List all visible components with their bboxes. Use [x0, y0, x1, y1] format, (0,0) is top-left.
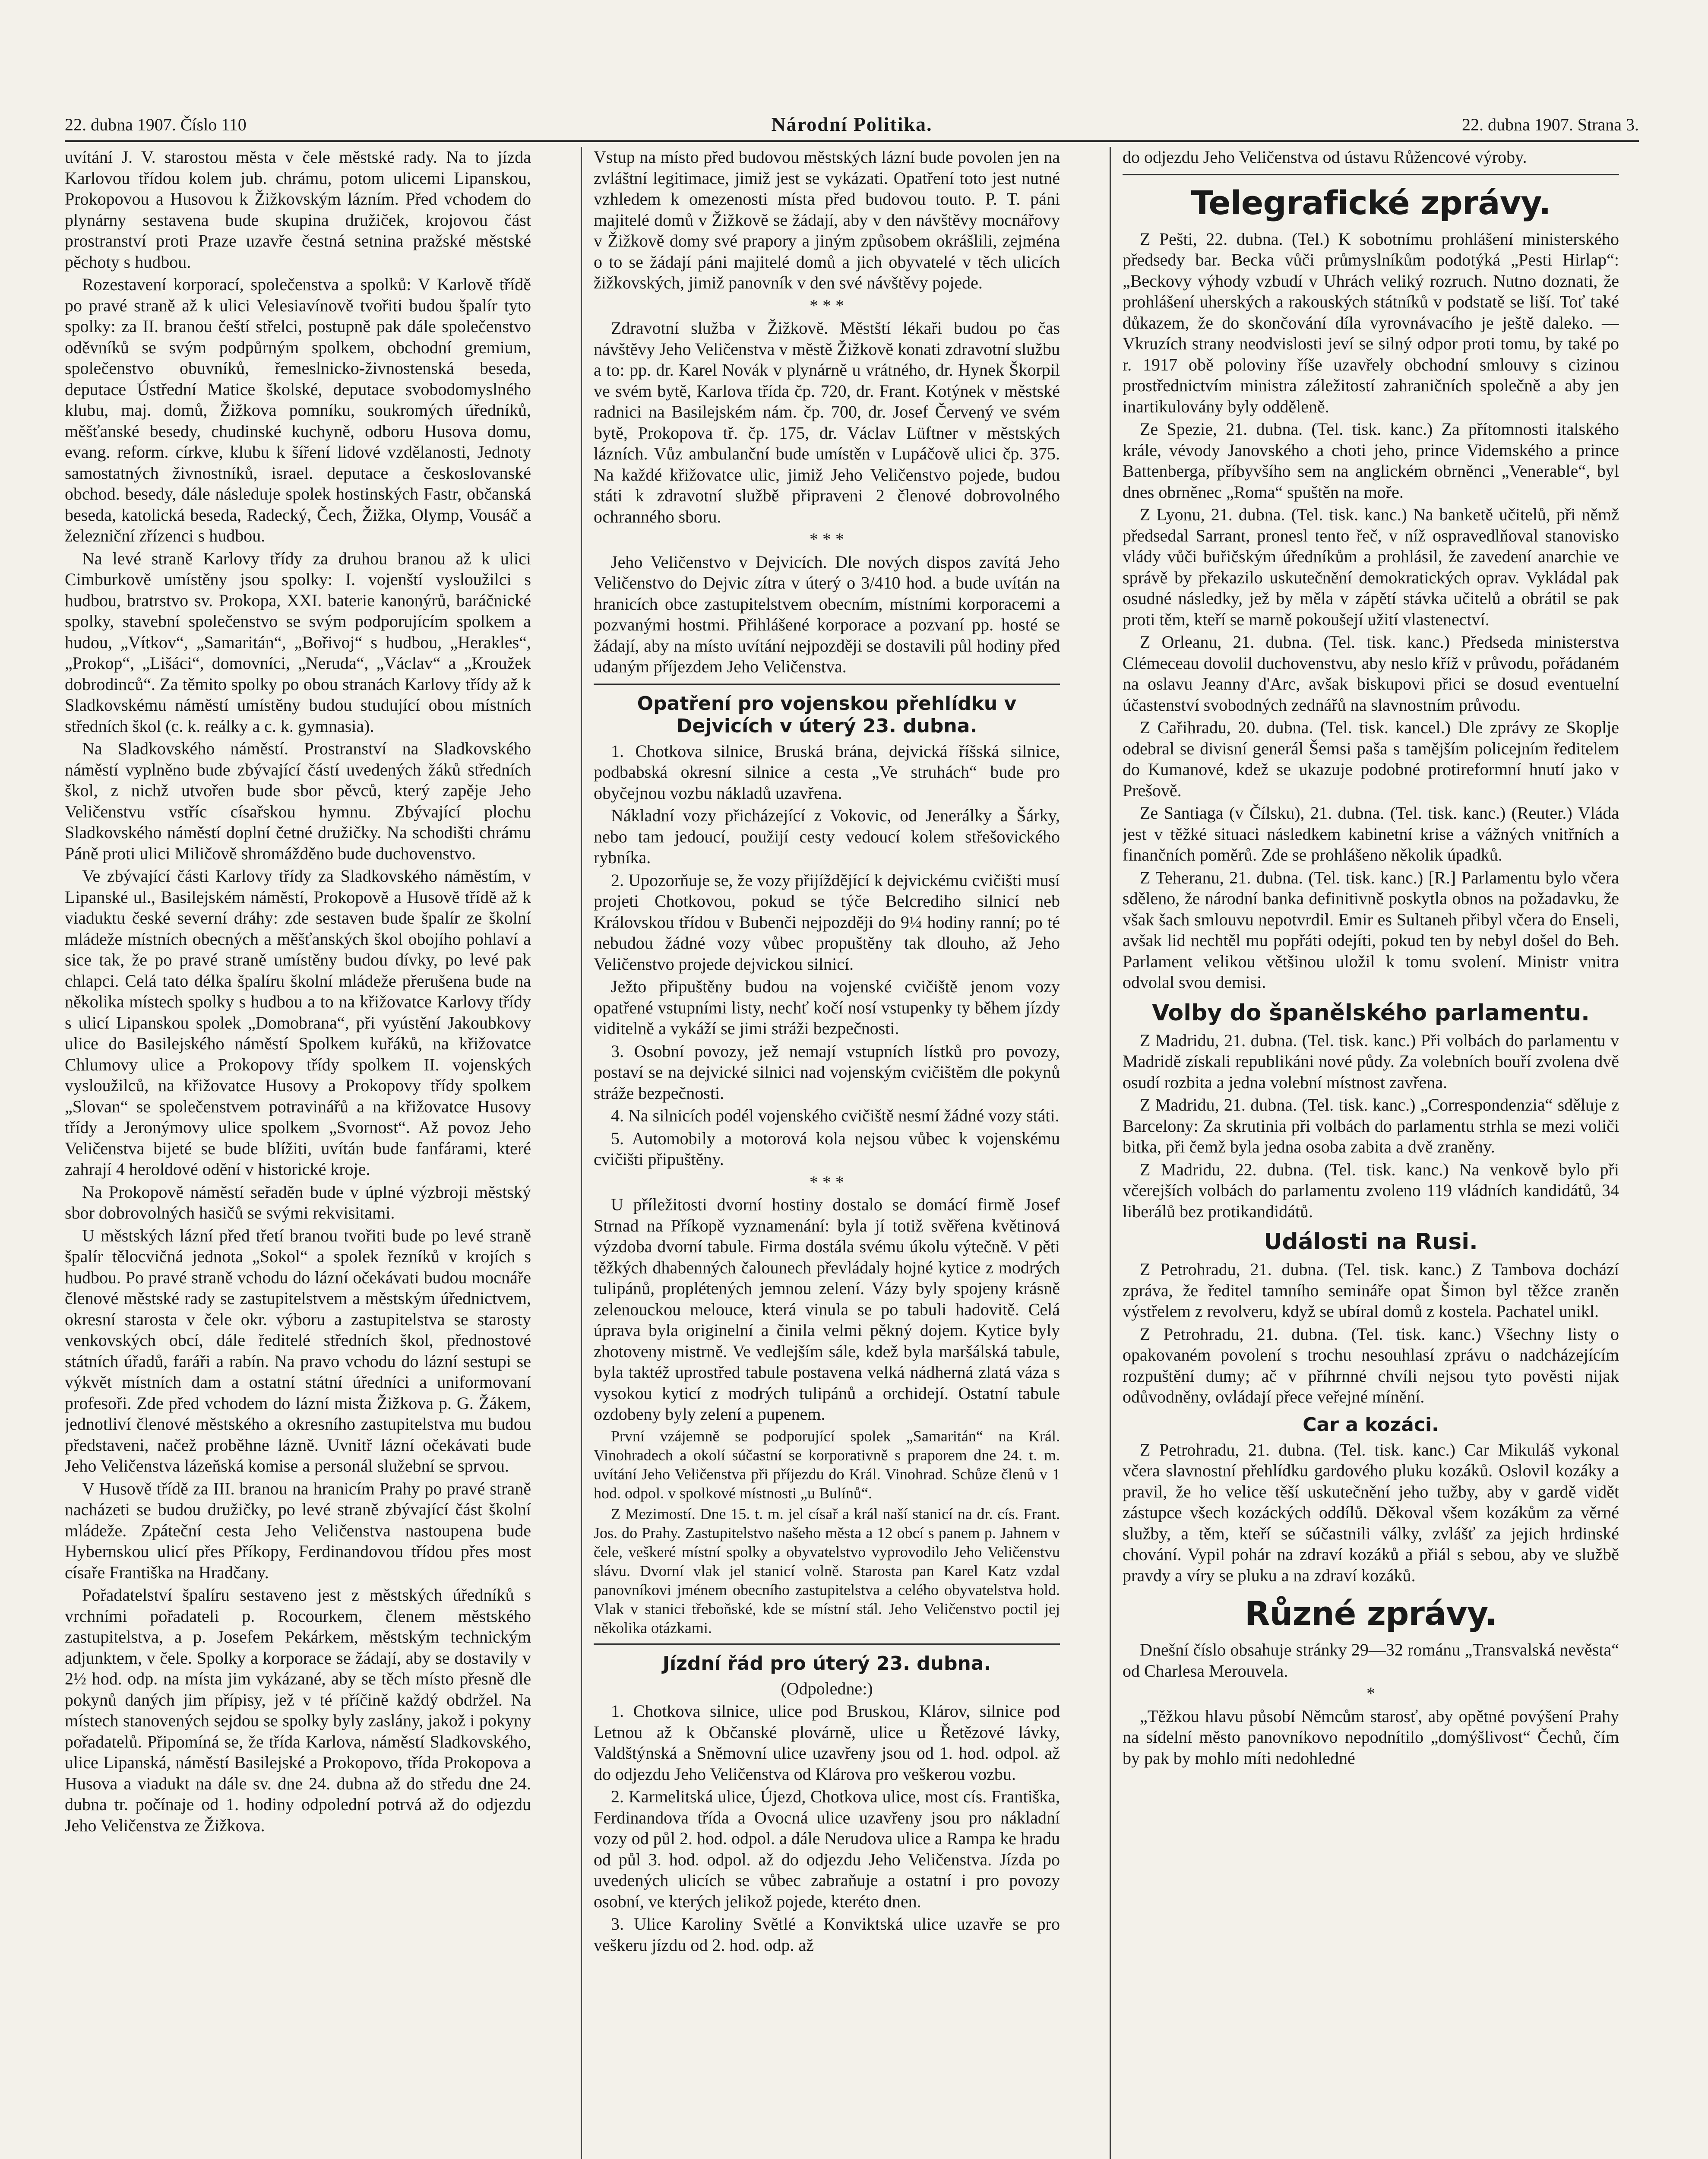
paragraph: Z Petrohradu, 21. dubna. (Tel. tisk. kanc.) Z Tambova dochází zpráva, že ředitel tamního semináře opat Šimon byl těžce zraněn výstřelem z revolveru, když se ubíral domů z kostela. Pachatel unikl.	[1123, 1260, 1619, 1321]
section-heading-volby: Volby do španělského parlamentu.	[1152, 1000, 1590, 1026]
paragraph: uvítání J. V. starostou města v čele městské rady. Na to jízda Karlovou třídou kolem jub. chrámu, potom ulicemi Lipanskou, Prokopovou a Husovou k Žižkovským lázním. Před vchodem do plynárny sestavena bude skupina družiček, krojovou část prostranství proti Praze uzavře čestná setnina pražské městské pěchoty s hudbou.	[65, 147, 531, 272]
paragraph: Z Madridu, 22. dubna. (Tel. tisk. kanc.) Na venkově bylo při včerejších volbách do parlamentu zvoleno 119 vládních kandidátů, 34 liberálů bez protikandidátů.	[1123, 1159, 1619, 1221]
paragraph: 4. Na silnicích podél vojenského cvičiště nesmí žádné vozy státi.	[611, 1106, 1060, 1125]
section-heading-telegraf: Telegrafické zprávy.	[1191, 183, 1551, 222]
paragraph: Ježto připuštěny budou na vojenské cvičiště jenom vozy opatřené vstupními listy, nechť kočí nosí vstupenky ty během jízdy viditelně a vykáží se jimi stráži bezpečnosti.	[594, 977, 1060, 1038]
paragraph: 2. Karmelitská ulice, Újezd, Chotkova ulice, most cís. Františka, Ferdinandova třída a Ovocná ulice uzavřeny jsou pro nákladní vozy od půl 2. hod. odpol. a dále Nerudova ulice a Rampa ke hradu od půl 3. hod. odpol. až do odjezdu Jeho Veličenstva. Jízda po uvedených ulicích se vůbec zabraňuje a ostatní i pro povozy osobní, ve kterých jelikož pojede, kteréto dnen.	[594, 1787, 1060, 1911]
column-divider	[1110, 147, 1111, 2159]
paragraph: Dnešní číslo obsahuje stránky 29—32 románu „Transvalská nevěsta“ od Charlesa Merouvela.	[1123, 1640, 1619, 1681]
paragraph: Zdravotní služba v Žižkově. Městští lékaři budou po čas návštěvy Jeho Veličenstva v městě Žižkově konati zdravotní službu a to: pp. dr. Karel Novák v plynárně u vrátného, dr. Hynek Škorpil ve svém bytě, Karlova třída čp. 720, dr. Frant. Kotýnek v městské radnici na Basilejském nám. čp. 700, dr. Josef Červený ve svém bytě, Prokopova tř. čp. 175, dr. Václav Lüftner v městských lázních. Vůz ambulanční bude umístěn v Lupáčově ulici čp. 375. Na každé křižovatce ulic, jimiž Jeho Veličenstvo pojede, budou státi k zdravotní službě připraveni 2 členové dobrovolného ochranného sboru.	[594, 318, 1060, 526]
paragraph: Ze Santiaga (v Čílsku), 21. dubna. (Tel. tisk. kanc.) (Reuter.) Vláda jest v těžké situaci následkem kabinetní krise a vážných vnitřních a finančních poměrů. Zde se prohlášeno několik úpadků.	[1123, 803, 1619, 864]
paragraph: 5. Automobily a motorová kola nejsou vůbec k vojenskému cvičišti připuštěny.	[594, 1128, 1060, 1169]
paragraph: Nákladní vozy přicházející z Vokovic, od Jenerálky a Šárky, nebo tam jedoucí, použijí cesty vedoucí kolem střešovického rybníka.	[594, 806, 1060, 867]
paragraph: 1. Chotkova silnice, Bruská brána, dejvická říšská silnice, podbabská okresní silnice a cesta „Ve struhách“ bude pro obyčejnou vozbu nákladů uzavřena.	[594, 741, 1060, 803]
paragraph: Na levé straně Karlovy třídy za druhou branou až k ulici Cimburkově umístěny jsou spolky: I. vojenští vysloužilci s hudbou, bratrstvo sv. Prokopa, XXI. baterie kanonýrů, baráčnické spolky, stavební společenstvo se svým podporujícím spolkem a hudou, „Vítkov“, „Samaritán“, „Bořivoj“ s hudbou, „Herakles“, „Prokop“, „Lišáci“, domovníci, „Neruda“, „Václav“ a „Kroužek dobrodinců“. Za těmito spolky po obou stranách Karlovy třídy až k Sladkovskému náměstí umístěny budou studující obou místních středních škol (c. k. reálky a c. k. gymnasia).	[65, 548, 531, 736]
paragraph: Z Petrohradu, 21. dubna. (Tel. tisk. kanc.) Všechny listy o opakovaném povolení s trochu nesouhlasí zprávu o nadcházejícím rozpuštění dumy; ač v příhrnné chvíli nejsou tyto pověsti nijak odůvodněny, ovládají přece veřejné mínění.	[1123, 1324, 1619, 1406]
section-rule	[594, 684, 1060, 685]
paragraph: Pořadatelství špalíru sestaveno jest z městských úředníků s vrchními pořadateli p. Rocourkem, členem městského zastupitelstva, a p. Josefem Pekárkem, městským technickým adjunktem, v čele. Spolky a korporace se žádají, aby se dostavily v 2½ hod. odp. na místa jim vykázané, aby se těch místo přesně dle pokynů daných jim přípisy, jež v té příčině každý obdržel. Na místech stanovených sejdou se spolky byly zaslány, jakož i pokyny pořadatelů. Připomíná se, že třída Karlova, náměstí Sladkovského, ulice Lipanská, náměstí Basilejské a Prokopovo, třída Prokopova a Husova a viadukt na dále sv. dne 24. dubna až do středu dne 24. dubna tr. počínaje od 1. hodiny odpolední potrvá až do odjezdu Jeho Veličenstva ze Žižkova.	[65, 1585, 531, 1835]
issue-date-left: 22. dubna 1907. Číslo 110	[65, 115, 247, 134]
section-rule	[594, 1643, 1060, 1645]
paragraph: 2. Upozorňuje se, že vozy přijíždějící k dejvickému cvičišti musí projeti Chotkovou, pokud se týče Belcrediho silnicí neb Královskou třídou v Bubenči nejpozději do 9¼ hodiny ranní; po té nebudou žádné vozy vůbec propuštěny tak dlouho, až Jeho Veličenstvo projede dejvickou silnicí.	[594, 870, 1060, 974]
paragraph: Z Teheranu, 21. dubna. (Tel. tisk. kanc.) [R.] Parlamentu bylo včera sděleno, že národní banka definitivně poskytla obnos na požadavku, že však šach smlouvu nepotvrdil. Emir es Sultaneh přibyl včera do Enseli, avšak lid nechtěl mu popřáti odejíti, pokud ten by nebyl došel do Beh. Parlament velikou většinou uložil k tomu svolení. Ministr vnitra odvolal svou demisi.	[1123, 867, 1619, 992]
masthead	[65, 110, 1639, 142]
paragraph: Z Orleanu, 21. dubna. (Tel. tisk. kanc.) Předseda ministerstva Clémeceau dovolil duchovenstvu, aby neslo kříž v průvodu, pořádaném na oslavu Jeanny d'Arc, avšak biskupovi přici se dosud eventuelní účastenství svobodných zednářů na slavnostním průvodu.	[1123, 632, 1619, 715]
paragraph: 3. Ulice Karoliny Světlé a Konviktská ulice uzavře se pro veškeru jízdu od 2. hod. odp. až	[594, 1914, 1060, 1955]
issue-date-right: 22. dubna 1907. Strana 3.	[1462, 115, 1639, 134]
paragraph: Na Sladkovského náměstí. Prostranství na Sladkovského náměstí vyplněno bude zbývající částí uvedených žáků středních škol, z nichž utvořen bude sbor pěvců, který zapěje Jeho Veličenstvu vstříc císařskou hymnu. Zbývající plochu Sladkovského náměstí doplní četné družičky. Na schodišti chrámu Páně proti ulici Miličově shromážděno bude duchovenstvo.	[65, 739, 531, 863]
column-2	[594, 147, 1060, 2159]
column-1	[65, 147, 531, 2159]
separator-stars: * * *	[810, 295, 844, 315]
section-heading-ruzne: Různé zprávy.	[1244, 1594, 1497, 1633]
paragraph: 3. Osobní povozy, jež nemají vstupních lístků pro povozy, postaví se na dejvické silnici nad vojenským cvičištěm dle pokynů stráže bezpečnosti.	[594, 1041, 1060, 1103]
paragraph: První vzájemně se podporující spolek „Samaritán“ na Král. Vinohradech a okolí súčastní se korporativně s praporem dne 24. t. m. uvítání Jeho Veličenstva při příjezdu do Král. Vinohrad. Schůze členů v 1 hod. odpol. v spolkové místnosti „u Bulínů“.	[594, 1427, 1060, 1502]
column-3	[1123, 147, 1619, 2159]
paragraph: Rozestavení korporací, společenstva a spolků: V Karlově třídě po pravé straně až k ulici Velesiavínově tvořiti budou špalír tyto spolky: za II. branou čeští střelci, postupně pak dále společenstvo oděvníků se svým podpůrným spolkem, obchodní gremium, společenstvo obuvníků, řemeslnicko-živnostenská beseda, deputace Ústřední Matice školské, deputace svobodomyslného klubu, maj. domů, Žižkova pomníku, soukromých úředníků, měšťanské besedy, chudinské kuchyně, odboru Husova domu, evang. reform. církve, klubu k šíření lidové vzdělanosti, Jednoty samostatných živnostníků, israel. deputace a českoslovanské obchod. besedy, dále následuje spolek hostinských Fastr, občanská beseda, katolická beseda, Radecký, Čech, Žižka, Olymp, Vousáč a železniční zřízenci s hudbou.	[65, 275, 531, 545]
paragraph: V Husově třídě za III. branou na hranicím Prahy po pravé straně nacházeti se budou družičky, po levé straně zbývající část školní mládeže. Zpáteční cesta Jeho Veličenstva nastoupena bude Hybernskou ulicí přes Příkopy, Ferdinandovou třídou přes most císaře Františka na Hradčany.	[65, 1478, 531, 1582]
section-heading: Jízdní řád pro úterý 23. dubna.	[662, 1652, 991, 1675]
paragraph: Z Cařihradu, 20. dubna. (Tel. tisk. kancel.) Dle zprávy ze Skoplje odebral se divisní generál Šemsi paša s tamějším policejním ředitelem do Kumanové, kdež se ukazuje podobné protireformní hnutí jako v Prešově.	[1123, 718, 1619, 800]
paragraph: Na Prokopově náměstí seřaděn bude v úplné výzbroji městský sbor dobrovolných hasičů se svými rekvisitami.	[65, 1182, 531, 1222]
separator-stars: * * *	[810, 1172, 844, 1192]
newspaper-title: Národní Politika.	[771, 113, 933, 135]
paragraph: Z Pešti, 22. dubna. (Tel.) K sobotnímu prohlášení ministerského předsedy bar. Becka vůči průmyslníkům podotýká „Pesti Hirlap“: „Beckovy výhody vzbudí v Uhrách veliký rozruch. Nutno doznati, že prohlášení uherských a rakouských státníků v podstatě se liší. Toť také důkazem, že do skončování díla vyrovnávacího je ještě daleko. — Vkruzích strany neodvislosti jeví se silný odpor proti tomu, by také po r. 1917 obě poloviny říše uzavřely obchodní smlouvy s cizinou prostřednictvím ministra záležitostí zahraničních společně a aby jen inartikulovány byly odděleně.	[1123, 229, 1619, 416]
paragraph: 1. Chotkova silnice, ulice pod Bruskou, Klárov, silnice pod Letnou až k Občanské plovárně, ulice u Řetězové lávky, Valdštýnská a Sněmovní ulice uzavřeny jsou od 1. hod. odpol. až do odjezdu Jeho Veličenstva od Klárova pro veškerou vozbu.	[594, 1701, 1060, 1784]
separator-stars: * * *	[810, 529, 844, 549]
section-subheading: (Odpoledne:)	[781, 1678, 873, 1698]
paragraph: Z Madridu, 21. dubna. (Tel. tisk. kanc.) „Correspondenzia“ sděluje z Barcelony: Za skrutinia při volbách do parlamentu strhla se mezi voliči bitka, při čemž byla jedna osoba zabita a dvě zraněny.	[1123, 1095, 1619, 1156]
paragraph: U městských lázní před třetí branou tvořiti bude po levé straně špalír tělocvičná jednota „Sokol“ a spolek řezníků v krojích s hudbou. Po pravé straně vchodu do lázní očekávati budou mocnáře členové městské rady se zastupitelstvem a městským úřednictvem, okresní starosta v čele okr. výboru a zastupitelstva se starosty venkovských obcí, dále ředitelé středních škol, přednostové státních úřadů, faráři a rabín. Na pravo vchodu do lázní sestupi se výkvět místních dam a ostatní státní úředníci a uniformovaní profesoři. Zde před vchodem do lázní mista Žižkova p. G. Žákem, jednotliví členové městského a okresního zastupitelstva mu budou představeni, načež proběhne lázně. Uvnitř lázní očekávati bude Jeho Veličenstva lázeňská komise a personál služební se sprvou.	[65, 1225, 531, 1475]
paragraph: Z Petrohradu, 21. dubna. (Tel. tisk. kanc.) Car Mikuláš vykonal včera slavnostní přehlídku gardového pluku kozáků. Oslovil kozáky a pravil, že ho velice těší uskutečnění jeho tužby, aby v gardě vidět zástupce všech kozáckých oddílů. Děkoval všem kozákům za věrné služby, a těm, kteří se súčastnili války, zvlášť za jejich hrdinské chování. Vypil pohár na zdraví kozáků a přiál s sebou, aby ve službě pravdy a víry se pluku a na zdraví kozáků.	[1123, 1440, 1619, 1585]
paragraph: Jeho Veličenstvo v Dejvicích. Dle nových dispos zavítá Jeho Veličenstvo do Dejvic zítra v úterý o 3/410 hod. a bude uvítán na hranicích obce zastupitelstvem obecním, místními korporacemi a pozvanými hostmi. Přihlášené korporace a pozvaní pp. hosté se žádají, aby na místo uvítání nejpozději se dostavili půl hodiny před udaným příjezdem Jeho Veličenstva.	[594, 552, 1060, 676]
column-divider	[581, 147, 582, 2159]
paragraph: Ve zbývající části Karlovy třídy za Sladkovského náměstím, v Lipanské ul., Basilejském náměstí, Prokopově a Husově třídě až k viaduktu české severní dráhy: zde sestaven bude špalír ze školní mládeže místních obecných a měšťanských škol obojího pohlaví a sice tak, že po pravé straně umístěny budou dívky, po levé pak chlapci. Celá tato délka špalíru školní mládeže přerušena bude na několika místech spolky s hudbou a to na křižovatce Karlovy třídy s ulicí Lipanskou spolek „Domobrana“, při vyústění Jakoubkovy ulice do Basilejského náměstí Spolkem kuřáků, na křižovatce Chlumovy ulice a Prokopovy třídy spolkem II. vojenských vysloužilců, na křižovatce Husovy a Prokopovy třídy spolkem „Slovan“ se společenstvem potravinářů a na křižovatce Husovy třídy a Jeronýmovy ulice spolkem „Svornost“. Až povoz Jeho Veličenstva bijeté se bude blížiti, uvítán bude fanfárami, které zahrají 4 heroldové odění v historické kroje.	[65, 866, 531, 1179]
section-heading-kozaci: Car a kozáci.	[1303, 1413, 1439, 1436]
paragraph: do odjezdu Jeho Veličenstva od ústavu Růžencové výroby.	[1123, 147, 1527, 167]
paragraph: Z Madridu, 21. dubna. (Tel. tisk. kanc.) Při volbách do parlamentu v Madridě získali republikáni nové půdy. Za volebních bouří zvolena dvě osudí rozbita a jedna volební místnost zavřena.	[1123, 1030, 1619, 1092]
paragraph: U příležitosti dvorní hostiny dostalo se domácí firmě Josef Strnad na Příkopě vyznamenání: byla jí totiž svěřena květinová výzdoba dvorní tabule. Firma dostála svému úkolu výtečně. V pěti těžkých dhabenných čalounech převládaly hojné kytice z modrých tulipánů, proplétených jemnou zelení. Vázy byly spojeny krásně zelenouckou melouce, která vinula se po tabuli hadovitě. Celá úprava byla originelní a činila velmi pěkný dojem. Kytice byly zhotoveny mistrně. Ve vedlejším sále, kdež byla maršálská tabule, byla taktéž uprostřed tabule postavena velká nádherná zlatá váza s vysokou kyticí z modrých tulipánů a orchidejí. Ostatní tabule ozdobeny byly zelení a pupenem.	[594, 1195, 1060, 1424]
separator-stars: *	[1366, 1684, 1375, 1703]
paragraph: „Těžkou hlavu působí Němcům starosť, aby opětné povýšení Prahy na sídelní město panovníkovo nepodnítilo „domýšlivost“ Čechů, čím by pak by mohlo míti nedohledné	[1123, 1706, 1619, 1768]
paragraph: Z Mezimostí. Dne 15. t. m. jel císař a král naší stanicí na dr. cís. Frant. Jos. do Prahy. Zastupitelstvo našeho města a 12 obcí s panem p. Jahnem v čele, veškeré místní spolky a obyvatelstvo vyprovodilo Jeho Veličenstvu slávu. Dvorní vlak jel stanicí volně. Starosta pan Karel Katz vzdal panovníkovi jménem obecního zastupitelstva a celého obyvatelstva hold. Vlak v stanici třeboňské, kde se místní stál. Jeho Veličenstvo poctil jej několika otázkami.	[594, 1505, 1060, 1637]
paragraph: Z Lyonu, 21. dubna. (Tel. tisk. kanc.) Na banketě učitelů, při němž předsedal Sarrant, pronesl tento řeč, v níž ospravedlňoval stanovisko vlády vůči buřičským úředníkům a prohlásil, že zavedení anarchie ve správě by překazilo uskutečnění demokratických oprav. Vykládal pak osudné následky, jež by měla v zápětí stávka učitelů a obrátil se pak proti těm, kteří se marně pokoušejí užití vlastenectví.	[1123, 505, 1619, 629]
paragraph: Ze Spezie, 21. dubna. (Tel. tisk. kanc.) Za přítomnosti italského krále, vévody Janovského a choti jeho, prince Videmského a prince Battenberga, příbyvšího sem na anglickém obrněnci „Venerable“, byl dnes obrněnec „Roma“ spuštěn na moře.	[1123, 419, 1619, 502]
paragraph: Vstup na místo před budovou městských lázní bude povolen jen na zvláštní legitimace, jimiž jest se vykázati. Opatření toto jest nutné vzhledem k omezenosti místa před budovou touto. P. T. páni majitelé domů v Žižkově se žádají, aby v den návštěvy mocnářovy v Žižkově domy své prapory a jiným způsobem okrášlili, zejména o to se žádají páni majitelé domů a jich obyvatelé v těch ulicích žižkovských, jimiž panovník v den své návštěvy pojede.	[594, 147, 1060, 292]
section-rule	[1123, 174, 1619, 175]
section-heading: Opatření pro vojenskou přehlídku v Dejvicích v úterý 23. dubna.	[637, 692, 1017, 737]
section-heading-rusi: Události na Rusi.	[1264, 1229, 1478, 1255]
